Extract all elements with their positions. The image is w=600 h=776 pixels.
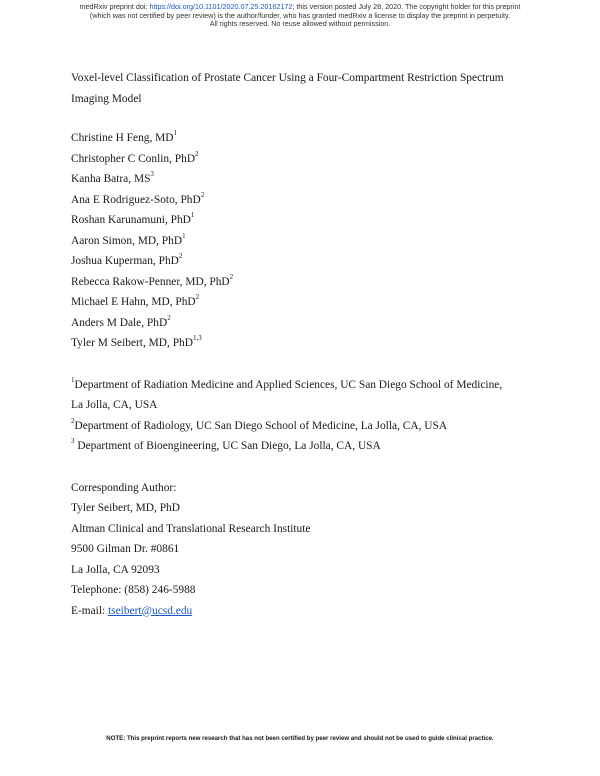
author-item	[71, 272, 541, 293]
affiliation-sup: 2	[71, 416, 75, 425]
author-list	[71, 128, 541, 354]
title-line-1: Voxel-level Classification of Prostate Cancer Using a Four-Compartment Restriction Spectrum	[71, 72, 504, 84]
corresponding-label: Corresponding Author:	[71, 481, 177, 494]
affiliation-sup: 1	[71, 375, 75, 384]
author-affiliation-sup: 2	[195, 293, 200, 302]
author-item	[71, 190, 541, 211]
affiliation-text: Department of Radiation Medicine and Applied Sciences, UC San Diego School of Medicine,	[74, 378, 503, 391]
author-item	[71, 292, 541, 313]
author-name: Rebecca Rakow-Penner, MD, PhD	[71, 275, 230, 288]
corresponding-institute: Altman Clinical and Translational Research Institute	[71, 522, 311, 535]
author-affiliation-sup: 1	[190, 211, 195, 220]
author-item	[71, 333, 541, 354]
author-name: Aaron Simon, MD, PhD	[71, 234, 183, 247]
email-label: E-mail:	[71, 604, 109, 617]
corresponding-city: La Jolla, CA 92093	[71, 563, 160, 576]
author-name: Joshua Kuperman, PhD	[71, 255, 179, 267]
preprint-header	[0, 3, 600, 29]
corresponding-street: 9500 Gilman Dr. #0861	[71, 543, 180, 555]
author-item	[71, 210, 541, 231]
author-affiliation-sup: 1,3	[192, 334, 202, 343]
title-page-body	[71, 68, 541, 621]
author-affiliation-sup: 2	[167, 313, 171, 322]
affiliation-list	[71, 375, 541, 457]
author-affiliation-sup: 2	[178, 252, 183, 261]
affiliation-1-continued: La Jolla, CA, USA	[71, 399, 158, 411]
author-name: Michael E Hahn, MD, PhD	[71, 296, 196, 308]
email-link[interactable]: tseibert@ucsd.edu	[108, 604, 193, 617]
author-affiliation-sup: 1	[173, 129, 178, 138]
author-item	[71, 251, 541, 272]
affiliation-3	[71, 436, 541, 457]
author-item	[71, 128, 541, 149]
corresponding-email-line	[71, 601, 541, 622]
affiliation-sup: 3	[71, 437, 75, 446]
title-line-2: Imaging Model	[71, 92, 142, 105]
header-line-2: (which was not certified by peer review) is the author/funder, who has granted medRxiv a license to display the preprint in perpetuity.	[89, 10, 511, 20]
affiliation-2	[71, 416, 541, 437]
header-posted-text: ; this version posted July 28, 2020. The copyright holder for this preprint	[292, 2, 521, 11]
doi-link[interactable]: https://doi.org/10.1101/2020.07.25.20162172	[149, 2, 293, 11]
corresponding-telephone: Telephone: (858) 246-5988	[71, 584, 196, 596]
author-affiliation-sup: 1	[182, 231, 186, 240]
author-name: Kanha Batra, MS	[71, 173, 151, 185]
author-affiliation-sup: 2	[229, 272, 234, 281]
author-affiliation-sup: 2	[195, 149, 199, 158]
author-affiliation-sup: 2	[200, 190, 205, 199]
author-name: Christine H Feng, MD	[71, 132, 174, 144]
affiliation-text: Department of Bioengineering, UC San Diego, La Jolla, CA, USA	[74, 440, 381, 452]
author-item	[71, 149, 541, 170]
header-line-3: All rights reserved. No reuse allowed without permission.	[209, 19, 391, 29]
author-name: Anders M Dale, PhD	[71, 316, 168, 329]
author-item	[71, 231, 541, 252]
author-item	[71, 169, 541, 190]
author-affiliation-sup: 3	[150, 170, 154, 179]
header-doi-prefix: medRxiv preprint doi:	[79, 2, 150, 11]
author-name: Tyler M Seibert, MD, PhD	[71, 337, 193, 349]
corresponding-author-block	[71, 478, 541, 622]
author-name: Christopher C Conlin, PhD	[71, 152, 196, 165]
affiliation-1	[71, 375, 541, 396]
corresponding-name: Tyler Seibert, MD, PhD	[71, 502, 180, 514]
author-name: Roshan Karunamuni, PhD	[71, 214, 191, 226]
preprint-footer-note: NOTE: This preprint reports new research that has not been certified by peer review and should not be used to guide clinical practice.	[106, 735, 494, 742]
paper-title	[71, 68, 541, 109]
affiliation-text: Department of Radiology, UC San Diego School of Medicine, La Jolla, CA, USA	[74, 419, 448, 432]
author-item	[71, 313, 541, 334]
author-name: Ana E Rodriguez-Soto, PhD	[71, 193, 201, 206]
